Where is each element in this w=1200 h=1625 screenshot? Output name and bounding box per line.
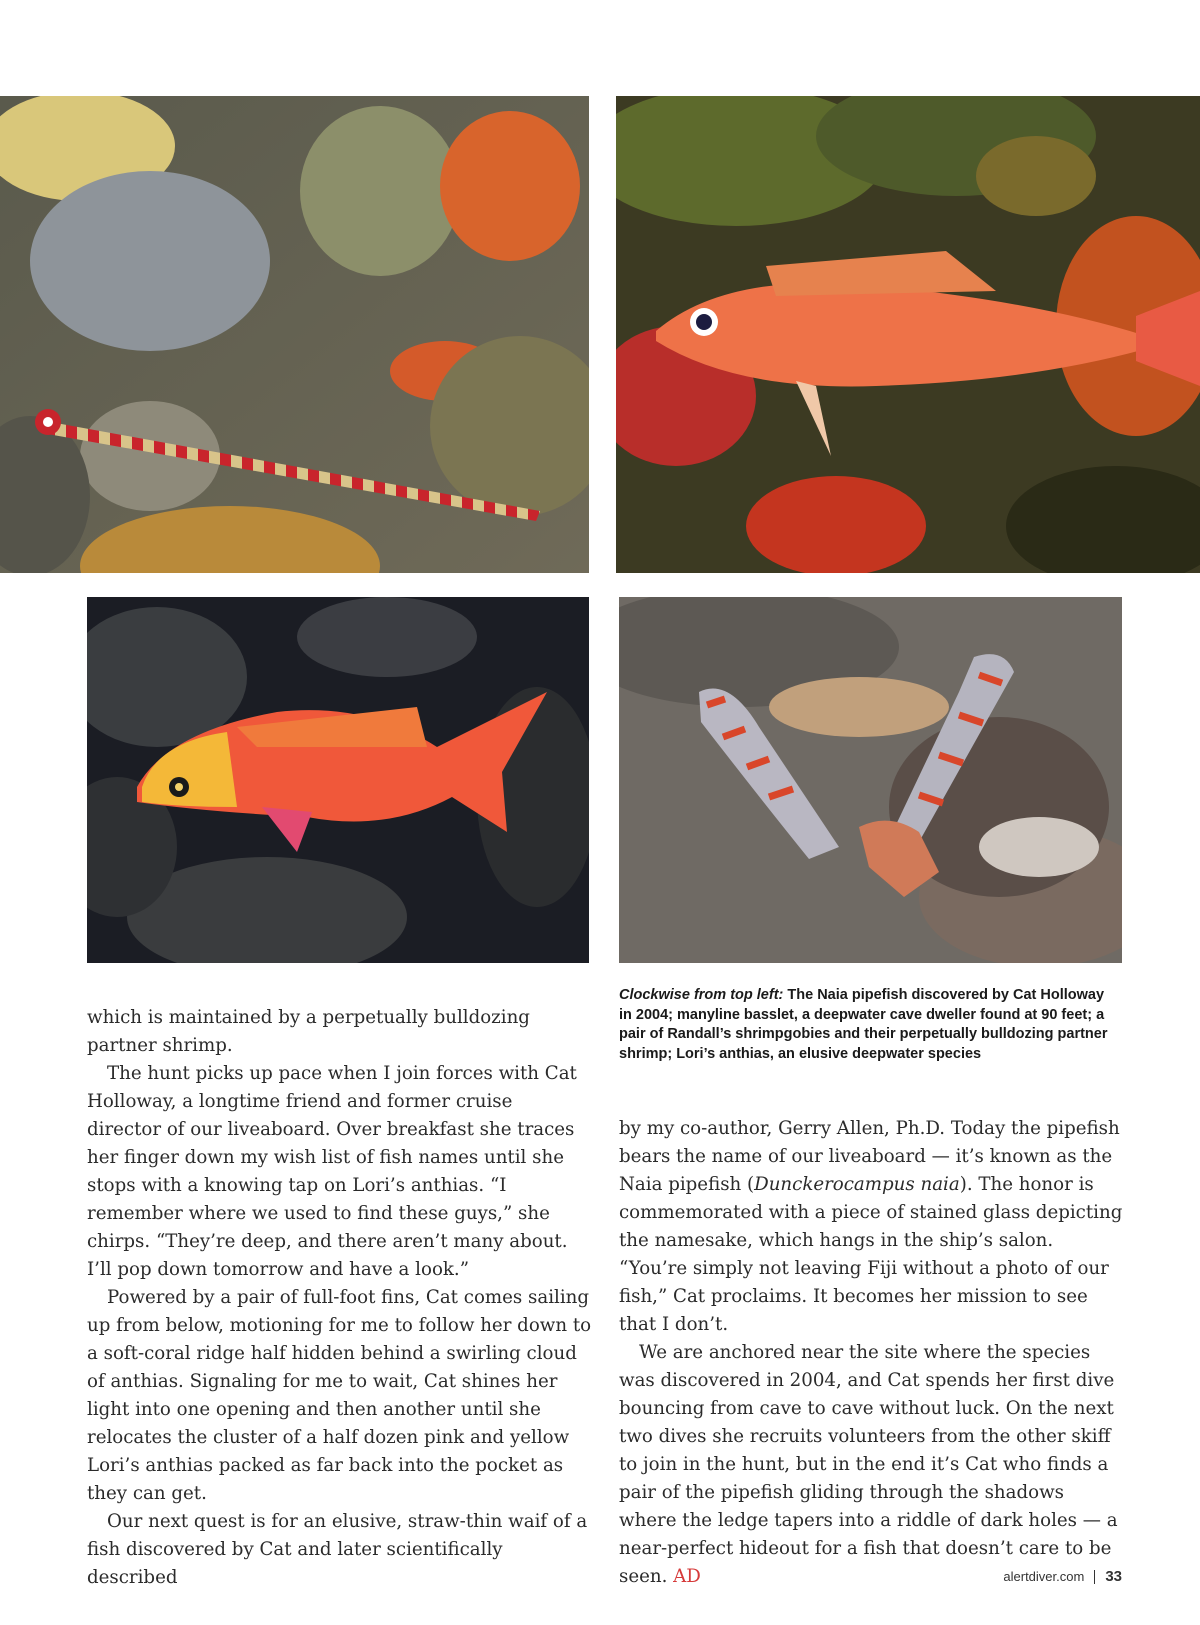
photo-caption — [619, 986, 1119, 1064]
photo-manyline-basslet — [616, 96, 1200, 573]
site-url: alertdiver.com — [1003, 1569, 1085, 1584]
species-name: Dunckerocampus naia — [754, 1174, 960, 1195]
paragraph: Powered by a pair of full-foot fins, Cat comes sailing up from below, motioning for me to follow her down to a soft-coral ridge half hidden behind a swirling cloud of anthias. Signaling for me to wait, Cat shines her light into one opening and then another until she relocates the cluster of a half dozen pink and yellow Lori’s anthias packed as far back into the pocket as they can get. — [87, 1287, 592, 1504]
photo-randalls-shrimpgobies — [619, 597, 1122, 963]
end-mark: AD — [673, 1566, 701, 1587]
paragraph-text: by my co-author, Gerry Allen, Ph.D. Today the pipefish bears the name of our liveaboard — it’s known as the Naia pipefish ( — [619, 1118, 1120, 1195]
footer-divider — [1094, 1570, 1095, 1584]
right-text-column — [619, 1115, 1124, 1591]
photo-loris-anthias — [87, 597, 589, 963]
photo-naia-pipefish — [0, 96, 589, 573]
page-number: 33 — [1105, 1568, 1122, 1585]
paragraph: The hunt picks up pace when I join forces with Cat Holloway, a longtime friend and former cruise director of our liveaboard. Over breakfast she traces her finger down my wish list of fish names until she stops with a knowing tap on Lori’s anthias. “I remember where we used to find these guys,” she chirps. “They’re deep, and there aren’t many about. I’ll pop down tomorrow and have a look.” — [87, 1063, 577, 1280]
paragraph-text: ). The honor is commemorated with a piece of stained glass depicting the namesake, which hangs in the ship’s salon. “You’re simply not leaving Fiji without a photo of our fish,” Cat proclaims. It becomes her mission to see that I don’t. — [619, 1174, 1123, 1335]
paragraph — [619, 1115, 1124, 1339]
paragraph-text: We are anchored near the site where the species was discovered in 2004, and Cat spends her first dive bouncing from cave to cave without luck. On the next two dives she recruits volunteers from the other skiff to join in the hunt, but in the end it’s Cat who finds a pair of the pipefish gliding through the shadows where the ledge tapers into a riddle of dark holes — a near-perfect hideout for a fish that doesn’t care to be seen. — [619, 1342, 1118, 1587]
caption-lead: Clockwise from top left: — [619, 987, 784, 1003]
caption-body: The Naia pipefish discovered by Cat Holloway in 2004; manyline basslet, a deepwater cave dweller found at 90 feet; a pair of Randall’s shrimpgobies and their perpetually bulldozing partner shrimp; Lori’s anthias, an elusive deepwater species — [619, 987, 1108, 1062]
left-text-column — [87, 1004, 592, 1592]
page-footer — [1003, 1568, 1122, 1585]
paragraph: Our next quest is for an elusive, straw-thin waif of a fish discovered by Cat and later scientifically described — [87, 1511, 588, 1588]
paragraph — [619, 1339, 1124, 1591]
paragraph: which is maintained by a perpetually bulldozing partner shrimp. — [87, 1007, 530, 1056]
